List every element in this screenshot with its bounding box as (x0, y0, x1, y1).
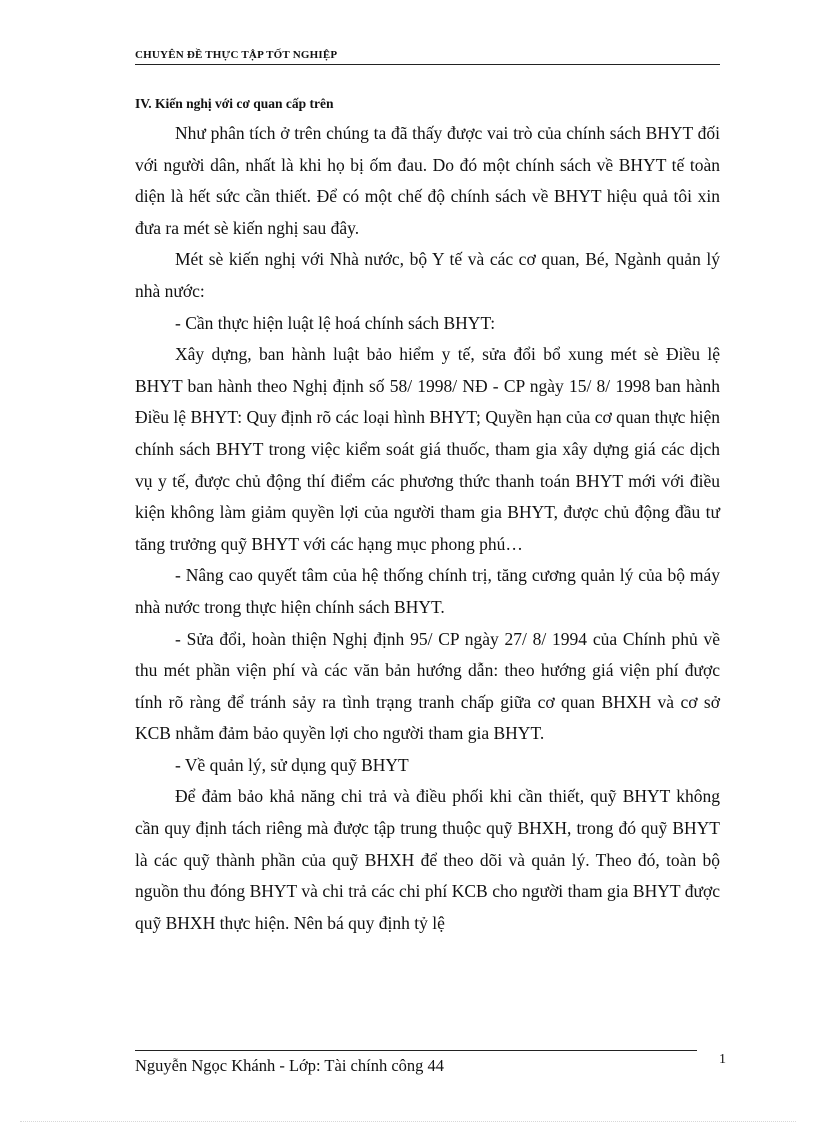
paragraph: - Nâng cao quyết tâm của hệ thống chính trị, tăng cương quản lý của bộ máy nhà nước trong thực hiện chính sách BHYT. (135, 565, 720, 617)
paragraph: - Sửa đổi, hoàn thiện Nghị định 95/ CP ngày 27/ 8/ 1994 của Chính phủ về thu mét phần viện phí và các văn bản hướng dẫn: theo hướng giá viện phí được tính rõ ràng để tránh sảy ra tình trạng tranh chấp giữa cơ quan BHXH và cơ sở KCB nhằm đảm bảo quyền lợi cho người tham gia BHYT. (135, 628, 720, 744)
paragraph: - Về quản lý, sử dụng quỹ BHYT (175, 754, 409, 775)
footer-divider (135, 1050, 697, 1051)
paragraph: Xây dựng, ban hành luật bảo hiểm y tế, sửa đổi bổ xung mét sè Điều lệ BHYT ban hành theo Nghị định số 58/ 1998/ NĐ - CP ngày 15/ 8/ 1998 ban hành Điều lệ BHYT: Quy định rõ các loại hình BHYT; Quyền hạn của cơ quan thực hiện chính sách BHYT trong việc kiểm soát giá thuốc, tham gia xây dựng giá các dịch vụ y tế, được chủ động thí điểm các phương thức thanh toán BHYT mới với điều kiện không làm giảm quyền lợi của người tham gia BHYT, được chủ động đầu tư tăng trưởng quỹ BHYT với các hạng mục phong phú… (135, 344, 720, 554)
header-title: CHUYÊN ĐỀ THỰC TẬP TỐT NGHIỆP (135, 49, 338, 61)
footer-author: Nguyễn Ngọc Khánh - Lớp: Tài chính công 44 (135, 1056, 445, 1075)
document-body (135, 118, 720, 939)
page-header (135, 49, 720, 65)
paragraph: Mét sè kiến nghị với Nhà nước, bộ Y tế và các cơ quan, Bé, Ngành quản lý nhà nước: (135, 249, 720, 301)
paragraph: - Cần thực hiện luật lệ hoá chính sách BHYT: (175, 312, 496, 333)
page-number: 1 (719, 1052, 726, 1067)
section-heading: IV. Kiến nghị với cơ quan cấp trên (135, 96, 334, 111)
page-edge-divider (20, 1121, 796, 1122)
paragraph: Để đảm bảo khả năng chi trả và điều phối khi cần thiết, quỹ BHYT không cần quy định tách riêng mà được tập trung thuộc quỹ BHXH, trong đó quỹ BHYT là các quỹ thành phần của quỹ BHXH để theo dõi và quản lý. Theo đó, toàn bộ nguồn thu đóng BHYT và chi trả các chi phí KCB cho người tham gia BHYT được quỹ BHXH thực hiện. Nên bá quy định tỷ lệ (135, 786, 720, 933)
paragraph: Như phân tích ở trên chúng ta đã thấy được vai trò của chính sách BHYT đối với người dân, nhất là khi họ bị ốm đau. Do đó một chính sách về BHYT tế toàn diện là hết sức cần thiết. Để có một chế độ chính sách về BHYT hiệu quả tôi xin đưa ra mét sè kiến nghị sau đây. (135, 123, 720, 238)
